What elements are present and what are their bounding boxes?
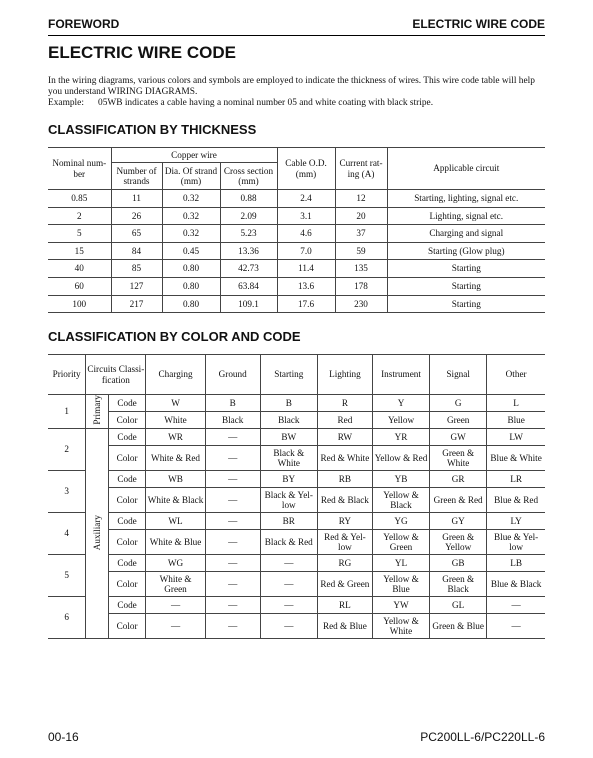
th-ground: Ground (205, 355, 260, 395)
color-cell: Yellow (372, 412, 429, 429)
color-cell: Black & White (260, 446, 317, 471)
priority-number: 4 (48, 513, 86, 555)
th-copper-wire: Copper wire (111, 148, 277, 163)
color-cell: White (146, 412, 205, 429)
table-cell: 109.1 (220, 295, 277, 313)
color-label: Color (108, 530, 146, 555)
color-row (48, 412, 545, 429)
table-cell: 63.84 (220, 277, 277, 295)
color-cell: Black (205, 412, 260, 429)
table-cell: 5.23 (220, 225, 277, 243)
color-cell: Red & White (317, 446, 372, 471)
table-cell: 135 (335, 260, 387, 278)
color-row (48, 488, 545, 513)
table-cell: 37 (335, 225, 387, 243)
table-row (48, 190, 545, 208)
code-cell: GL (430, 597, 487, 614)
group-primary-label: Primary (91, 395, 102, 426)
code-cell: YL (372, 555, 429, 572)
th-priority: Priority (48, 355, 86, 395)
color-cell: — (487, 614, 545, 639)
color-label: Color (108, 488, 146, 513)
page-number: 00-16 (48, 730, 79, 744)
code-cell: — (487, 597, 545, 614)
example-label: Example: (48, 98, 84, 109)
table-row (48, 295, 545, 313)
th-dia: Dia. Of strand (mm) (162, 163, 220, 190)
table-cell: 2.4 (277, 190, 335, 208)
priority-number: 6 (48, 597, 86, 639)
code-cell: — (260, 555, 317, 572)
code-row (48, 395, 545, 412)
code-cell: GY (430, 513, 487, 530)
color-cell: White & Red (146, 446, 205, 471)
th-cable-od: Cable O.D. (mm) (277, 148, 335, 190)
code-cell: — (146, 597, 205, 614)
group-auxiliary (86, 429, 108, 639)
table-cell: 0.32 (162, 207, 220, 225)
table-cell: Starting, lighting, signal etc. (387, 190, 545, 208)
color-row (48, 572, 545, 597)
code-label: Code (108, 395, 146, 412)
code-cell: R (317, 395, 372, 412)
th-cross: Cross section (mm) (220, 163, 277, 190)
color-cell: White & Green (146, 572, 205, 597)
code-cell: WR (146, 429, 205, 446)
code-cell: — (205, 555, 260, 572)
color-cell: Red & Blue (317, 614, 372, 639)
table-cell: 42.73 (220, 260, 277, 278)
table-cell: 217 (111, 295, 162, 313)
table-cell: 127 (111, 277, 162, 295)
code-cell: GW (430, 429, 487, 446)
color-cell: White & Blue (146, 530, 205, 555)
color-cell: Yellow & Blue (372, 572, 429, 597)
table-cell: 2 (48, 207, 111, 225)
table-cell: 0.80 (162, 260, 220, 278)
code-label: Code (108, 513, 146, 530)
color-cell: Blue & Red (487, 488, 545, 513)
color-cell: — (260, 614, 317, 639)
table-cell: 100 (48, 295, 111, 313)
th-charging: Charging (146, 355, 205, 395)
color-section-title: CLASSIFICATION BY COLOR AND CODE (48, 329, 301, 344)
code-label: Code (108, 555, 146, 572)
table-cell: 40 (48, 260, 111, 278)
header-section: FOREWORD (48, 17, 120, 31)
color-cell: Black & Yel-low (260, 488, 317, 513)
code-cell: B (260, 395, 317, 412)
code-row (48, 597, 545, 614)
code-cell: YR (372, 429, 429, 446)
th-nominal: Nominal num-ber (48, 148, 111, 190)
table-cell: 4.6 (277, 225, 335, 243)
priority-number: 5 (48, 555, 86, 597)
code-cell: — (205, 513, 260, 530)
table-cell: 17.6 (277, 295, 335, 313)
header-topic: ELECTRIC WIRE CODE (412, 17, 545, 31)
table-cell: 60 (48, 277, 111, 295)
code-cell: YB (372, 471, 429, 488)
color-cell: Yellow & Red (372, 446, 429, 471)
code-label: Code (108, 429, 146, 446)
color-cell: White & Black (146, 488, 205, 513)
color-cell: — (205, 446, 260, 471)
group-primary (86, 395, 108, 429)
color-cell: Green & Black (430, 572, 487, 597)
th-current: Current rat-ing (A) (335, 148, 387, 190)
table-cell: 13.6 (277, 277, 335, 295)
table-cell: 0.80 (162, 295, 220, 313)
color-cell: Black & Red (260, 530, 317, 555)
th-other: Other (487, 355, 545, 395)
color-cell: Green & Blue (430, 614, 487, 639)
code-cell: RY (317, 513, 372, 530)
color-cell: Red & Yel-low (317, 530, 372, 555)
code-cell: WG (146, 555, 205, 572)
color-cell: Blue & Black (487, 572, 545, 597)
table-cell: 3.1 (277, 207, 335, 225)
color-cell: — (205, 530, 260, 555)
code-label: Code (108, 471, 146, 488)
color-cell: — (205, 614, 260, 639)
code-row (48, 555, 545, 572)
code-cell: BY (260, 471, 317, 488)
color-cell: Red (317, 412, 372, 429)
code-cell: LR (487, 471, 545, 488)
code-cell: W (146, 395, 205, 412)
code-row (48, 513, 545, 530)
code-cell: YW (372, 597, 429, 614)
thickness-section-title: CLASSIFICATION BY THICKNESS (48, 122, 257, 137)
table-cell: 0.85 (48, 190, 111, 208)
color-row (48, 614, 545, 639)
color-cell: Black (260, 412, 317, 429)
color-cell: Yellow & Green (372, 530, 429, 555)
color-cell: — (205, 572, 260, 597)
table-cell: Starting (387, 277, 545, 295)
priority-number: 3 (48, 471, 86, 513)
color-cell: Red & Green (317, 572, 372, 597)
color-cell: Green & White (430, 446, 487, 471)
color-label: Color (108, 446, 146, 471)
model-name: PC200LL-6/PC220LL-6 (420, 730, 545, 744)
table-cell: 11.4 (277, 260, 335, 278)
table-cell: 0.80 (162, 277, 220, 295)
table-cell: 85 (111, 260, 162, 278)
table-cell: 13.36 (220, 242, 277, 260)
page-title: ELECTRIC WIRE CODE (48, 43, 236, 62)
color-label: Color (108, 572, 146, 597)
code-cell: RB (317, 471, 372, 488)
table-cell: 0.32 (162, 225, 220, 243)
code-cell: BW (260, 429, 317, 446)
code-cell: WB (146, 471, 205, 488)
table-cell: 178 (335, 277, 387, 295)
code-cell: — (205, 429, 260, 446)
color-row (48, 446, 545, 471)
code-cell: — (205, 471, 260, 488)
color-cell: Yellow & Black (372, 488, 429, 513)
code-cell: L (487, 395, 545, 412)
thickness-table (48, 147, 545, 313)
table-cell: 84 (111, 242, 162, 260)
table-cell: Charging and signal (387, 225, 545, 243)
color-cell: Green (430, 412, 487, 429)
code-cell: LW (487, 429, 545, 446)
table-cell: 59 (335, 242, 387, 260)
code-cell: WL (146, 513, 205, 530)
color-cell: Yellow & White (372, 614, 429, 639)
color-cell: Blue (487, 412, 545, 429)
code-cell: RW (317, 429, 372, 446)
table-cell: Starting (387, 295, 545, 313)
code-cell: LY (487, 513, 545, 530)
table-cell: 20 (335, 207, 387, 225)
priority-number: 1 (48, 395, 86, 429)
group-auxiliary-label: Auxiliary (91, 514, 102, 550)
table-cell: Starting (Glow plug) (387, 242, 545, 260)
table-row (48, 260, 545, 278)
table-cell: 7.0 (277, 242, 335, 260)
code-cell: G (430, 395, 487, 412)
code-cell: LB (487, 555, 545, 572)
color-cell: — (260, 572, 317, 597)
table-cell: 15 (48, 242, 111, 260)
table-row (48, 207, 545, 225)
table-cell: 65 (111, 225, 162, 243)
intro-example (48, 98, 548, 109)
table-cell: 11 (111, 190, 162, 208)
table-cell: 5 (48, 225, 111, 243)
example-text: 05WB indicates a cable having a nominal number 05 and white coating with black stripe. (98, 98, 434, 109)
table-cell: 0.45 (162, 242, 220, 260)
page-header (48, 17, 545, 36)
th-instrument: Instrument (372, 355, 429, 395)
th-lighting: Lighting (317, 355, 372, 395)
th-strands: Number of strands (111, 163, 162, 190)
color-cell: Blue & Yel-low (487, 530, 545, 555)
intro-paragraph: In the wiring diagrams, various colors and symbols are employed to indicate the thickness of wires. This wire code table will help you understand WIRING DIAGRAMS. (48, 76, 535, 98)
th-applicable-circuit: Applicable circuit (387, 148, 545, 190)
code-cell: GB (430, 555, 487, 572)
th-circuits: Circuits Classi-fication (86, 355, 146, 395)
color-cell: — (205, 488, 260, 513)
table-row (48, 242, 545, 260)
color-cell: Red & Black (317, 488, 372, 513)
color-cell: Blue & White (487, 446, 545, 471)
table-cell: Starting (387, 260, 545, 278)
table-cell: 12 (335, 190, 387, 208)
table-cell: 26 (111, 207, 162, 225)
code-row (48, 471, 545, 488)
color-label: Color (108, 614, 146, 639)
color-cell: Green & Red (430, 488, 487, 513)
code-cell: — (205, 597, 260, 614)
code-cell: BR (260, 513, 317, 530)
table-cell: 0.88 (220, 190, 277, 208)
color-row (48, 530, 545, 555)
color-cell: — (146, 614, 205, 639)
th-starting: Starting (260, 355, 317, 395)
color-code-table (48, 354, 545, 639)
table-cell: 0.32 (162, 190, 220, 208)
table-cell: 2.09 (220, 207, 277, 225)
priority-number: 2 (48, 429, 86, 471)
color-label: Color (108, 412, 146, 429)
code-row (48, 429, 545, 446)
table-row (48, 277, 545, 295)
table-row (48, 225, 545, 243)
code-cell: — (260, 597, 317, 614)
code-cell: YG (372, 513, 429, 530)
color-cell: Green & Yellow (430, 530, 487, 555)
intro-text (48, 76, 548, 110)
code-label: Code (108, 597, 146, 614)
table-cell: Lighting, signal etc. (387, 207, 545, 225)
code-cell: RL (317, 597, 372, 614)
code-cell: RG (317, 555, 372, 572)
code-cell: GR (430, 471, 487, 488)
table-cell: 230 (335, 295, 387, 313)
code-cell: Y (372, 395, 429, 412)
code-cell: B (205, 395, 260, 412)
th-signal: Signal (430, 355, 487, 395)
